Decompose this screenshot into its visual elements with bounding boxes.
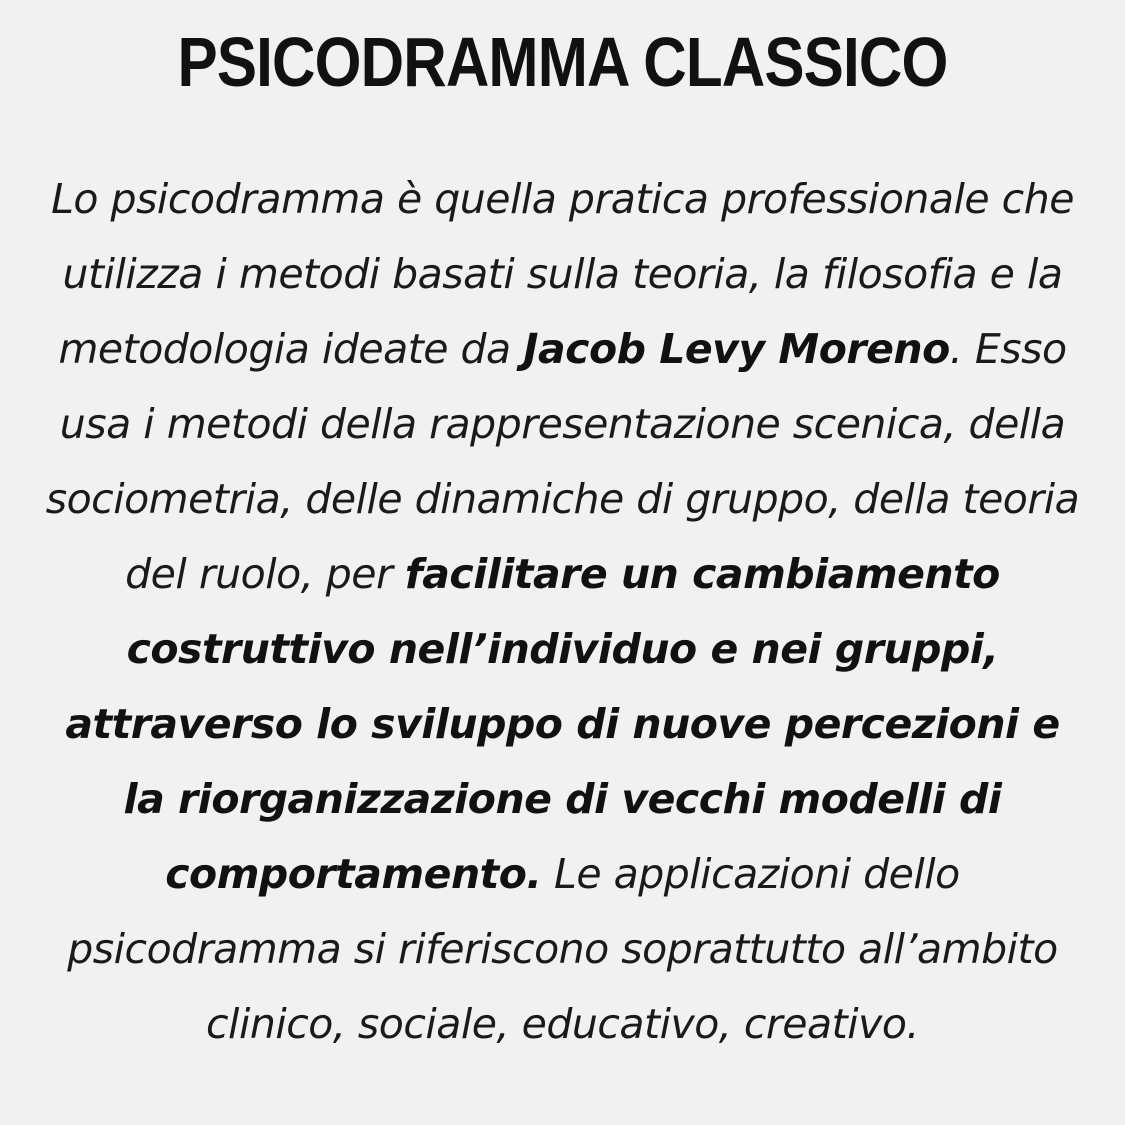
paragraph-applications-text: Le applicazioni dello psicodramma si riferiscono soprattutto all’ambito clinico, sociale, educativo, creativo. — [67, 850, 1058, 1048]
paragraph-intro-text: Lo psicodramma è quella pratica professionale che utilizza i metodi basati sulla teoria, la filosofia e la metodologia ideate da — [51, 175, 1074, 373]
article-paragraph — [44, 162, 1081, 1062]
author-name: Jacob Levy Moreno — [523, 325, 950, 373]
paragraph-emphasis-text: facilitare un cambiamento costruttivo nell’individuo e nei gruppi, attraverso lo sviluppo di nuove percezioni e la riorganizzazione di vecchi modelli di comportamento. — [65, 550, 1060, 898]
page-title: PSICODRAMMA CLASSICO — [177, 23, 948, 101]
paragraph-methods-text: . Esso usa i metodi della rappresentazione scenica, della sociometria, delle dinamiche di gruppo, della teoria del ruolo, per — [45, 325, 1080, 598]
